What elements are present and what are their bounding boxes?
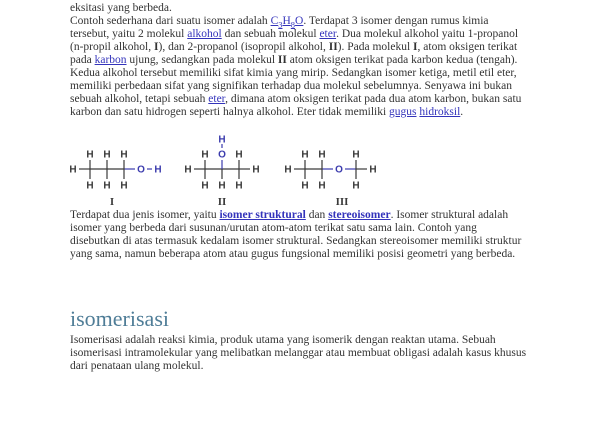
- atom-h: H: [318, 180, 326, 192]
- inline-link[interactable]: gugus: [389, 106, 417, 118]
- atom-h: H: [201, 180, 209, 192]
- text-run: Terdapat dua jenis isomer, yaitu: [70, 209, 220, 221]
- inline-link[interactable]: O: [295, 15, 304, 27]
- paragraph-isomer-types: [70, 209, 528, 261]
- structure-label: III: [335, 196, 349, 208]
- atom-o: O: [335, 164, 343, 176]
- text-run: ), dan 2-propanol (isopropil alkohol,: [158, 41, 329, 53]
- text-run: . Isomer struktural adalah isomer yang berbeda dari susunan/urutan atom-atom terikat satu sama lain. Contoh yang disebutkan di atas termasuk kedalam isomer struktural. Sedangkan stereoisomer memiliki struktur yang sama, namun beberapa atom atau gugus fungsional memiliki posisi geometri yang berbeda.: [70, 209, 522, 260]
- bold-text: II: [328, 41, 338, 53]
- text-run: , atom oksigen terikat pada: [70, 41, 518, 66]
- structure-label: II: [217, 196, 227, 208]
- inline-link[interactable]: H: [282, 15, 291, 27]
- inline-link[interactable]: karbon: [94, 54, 127, 66]
- inline-link[interactable]: 8: [290, 19, 296, 30]
- inline-link[interactable]: eter: [319, 28, 337, 40]
- atom-h: H: [120, 149, 128, 161]
- atom-h: H: [218, 134, 226, 146]
- paragraph-isomerization: Isomerisasi adalah reaksi kimia, produk utama yang isomerik dengan reaktan utama. Sebuah isomerisasi intramolekular yang melibatkan melanggar atau membuat obligasi adalah kasus khusus dari penataan ulang molekul.: [70, 334, 527, 372]
- atom-h: H: [352, 149, 360, 161]
- structure-diagram-svg: [70, 129, 470, 209]
- text-run: dan sebuah molekul: [221, 28, 320, 40]
- atom-h: H: [301, 180, 309, 192]
- inline-link[interactable]: eter: [208, 93, 226, 105]
- atom-h: H: [103, 180, 111, 192]
- atom-h: H: [301, 149, 309, 161]
- atom-h: H: [120, 180, 128, 192]
- text-run: .: [460, 106, 464, 118]
- atom-h: H: [201, 149, 209, 161]
- text-run: . Dua molekul alkohol yaitu 1-propanol (n-propil alkohol,: [70, 28, 519, 53]
- text-run: ujung, sedangkan pada molekul: [126, 54, 278, 66]
- inline-link[interactable]: alkohol: [187, 28, 222, 40]
- text-run: dan: [305, 209, 329, 221]
- atom-h: H: [218, 180, 226, 192]
- atom-h: H: [369, 164, 377, 176]
- atom-h: H: [318, 149, 326, 161]
- atom-h: H: [86, 149, 94, 161]
- section-heading-isomerisasi: isomerisasi: [70, 306, 169, 331]
- atom-h: H: [70, 164, 77, 176]
- atom-h: H: [252, 164, 260, 176]
- atom-h: H: [86, 180, 94, 192]
- atom-h: H: [235, 180, 243, 192]
- text-run: , dimana atom oksigen terikat pada dua atom karbon, bukan satu karbon dan satu hidrogen seperti halnya alkohol. Eter tidak memiliki: [70, 93, 522, 118]
- structure-label: I: [109, 196, 115, 208]
- inline-link[interactable]: C: [270, 15, 279, 27]
- paragraph-intro-fragment: eksitasi yang berbeda.: [70, 2, 172, 14]
- atom-h: H: [352, 180, 360, 192]
- molecular-structures-figure: [70, 129, 470, 209]
- inline-link[interactable]: hidroksil: [419, 106, 461, 118]
- bold-text: I: [154, 41, 159, 53]
- atom-h: H: [284, 164, 292, 176]
- atom-h: H: [184, 164, 192, 176]
- text-run: atom oksigen terikat pada karbon kedua (tengah). Kedua alkohol tersebut memiliki sifat kimia yang mirip. Sedangkan isomer ketiga, metil etil eter, memiliki perbedaan sifat yang signifikan terhadap dua molekul sebelumnya. Senyawa ini bukan sebuah alkohol, tetapi sebuah: [70, 54, 518, 105]
- inline-link[interactable]: stereoisomer: [328, 209, 391, 221]
- atom-h: H: [103, 149, 111, 161]
- text-run: Contoh sederhana dari suatu isomer adalah: [70, 15, 271, 27]
- inline-link[interactable]: 3: [278, 19, 283, 30]
- atom-o: O: [218, 149, 226, 161]
- inline-link[interactable]: isomer struktural: [219, 209, 306, 221]
- bold-text: I: [413, 41, 418, 53]
- text-run: . Terdapat 3 isomer dengan rumus kimia tersebut, yaitu 2 molekul: [70, 15, 489, 40]
- atom-h: H: [235, 149, 243, 161]
- text-run: ). Pada molekul: [337, 41, 414, 53]
- paragraph-isomer-example: [70, 15, 528, 119]
- atom-h: H: [154, 164, 162, 176]
- bold-text: II: [277, 54, 287, 66]
- atom-o: O: [137, 164, 145, 176]
